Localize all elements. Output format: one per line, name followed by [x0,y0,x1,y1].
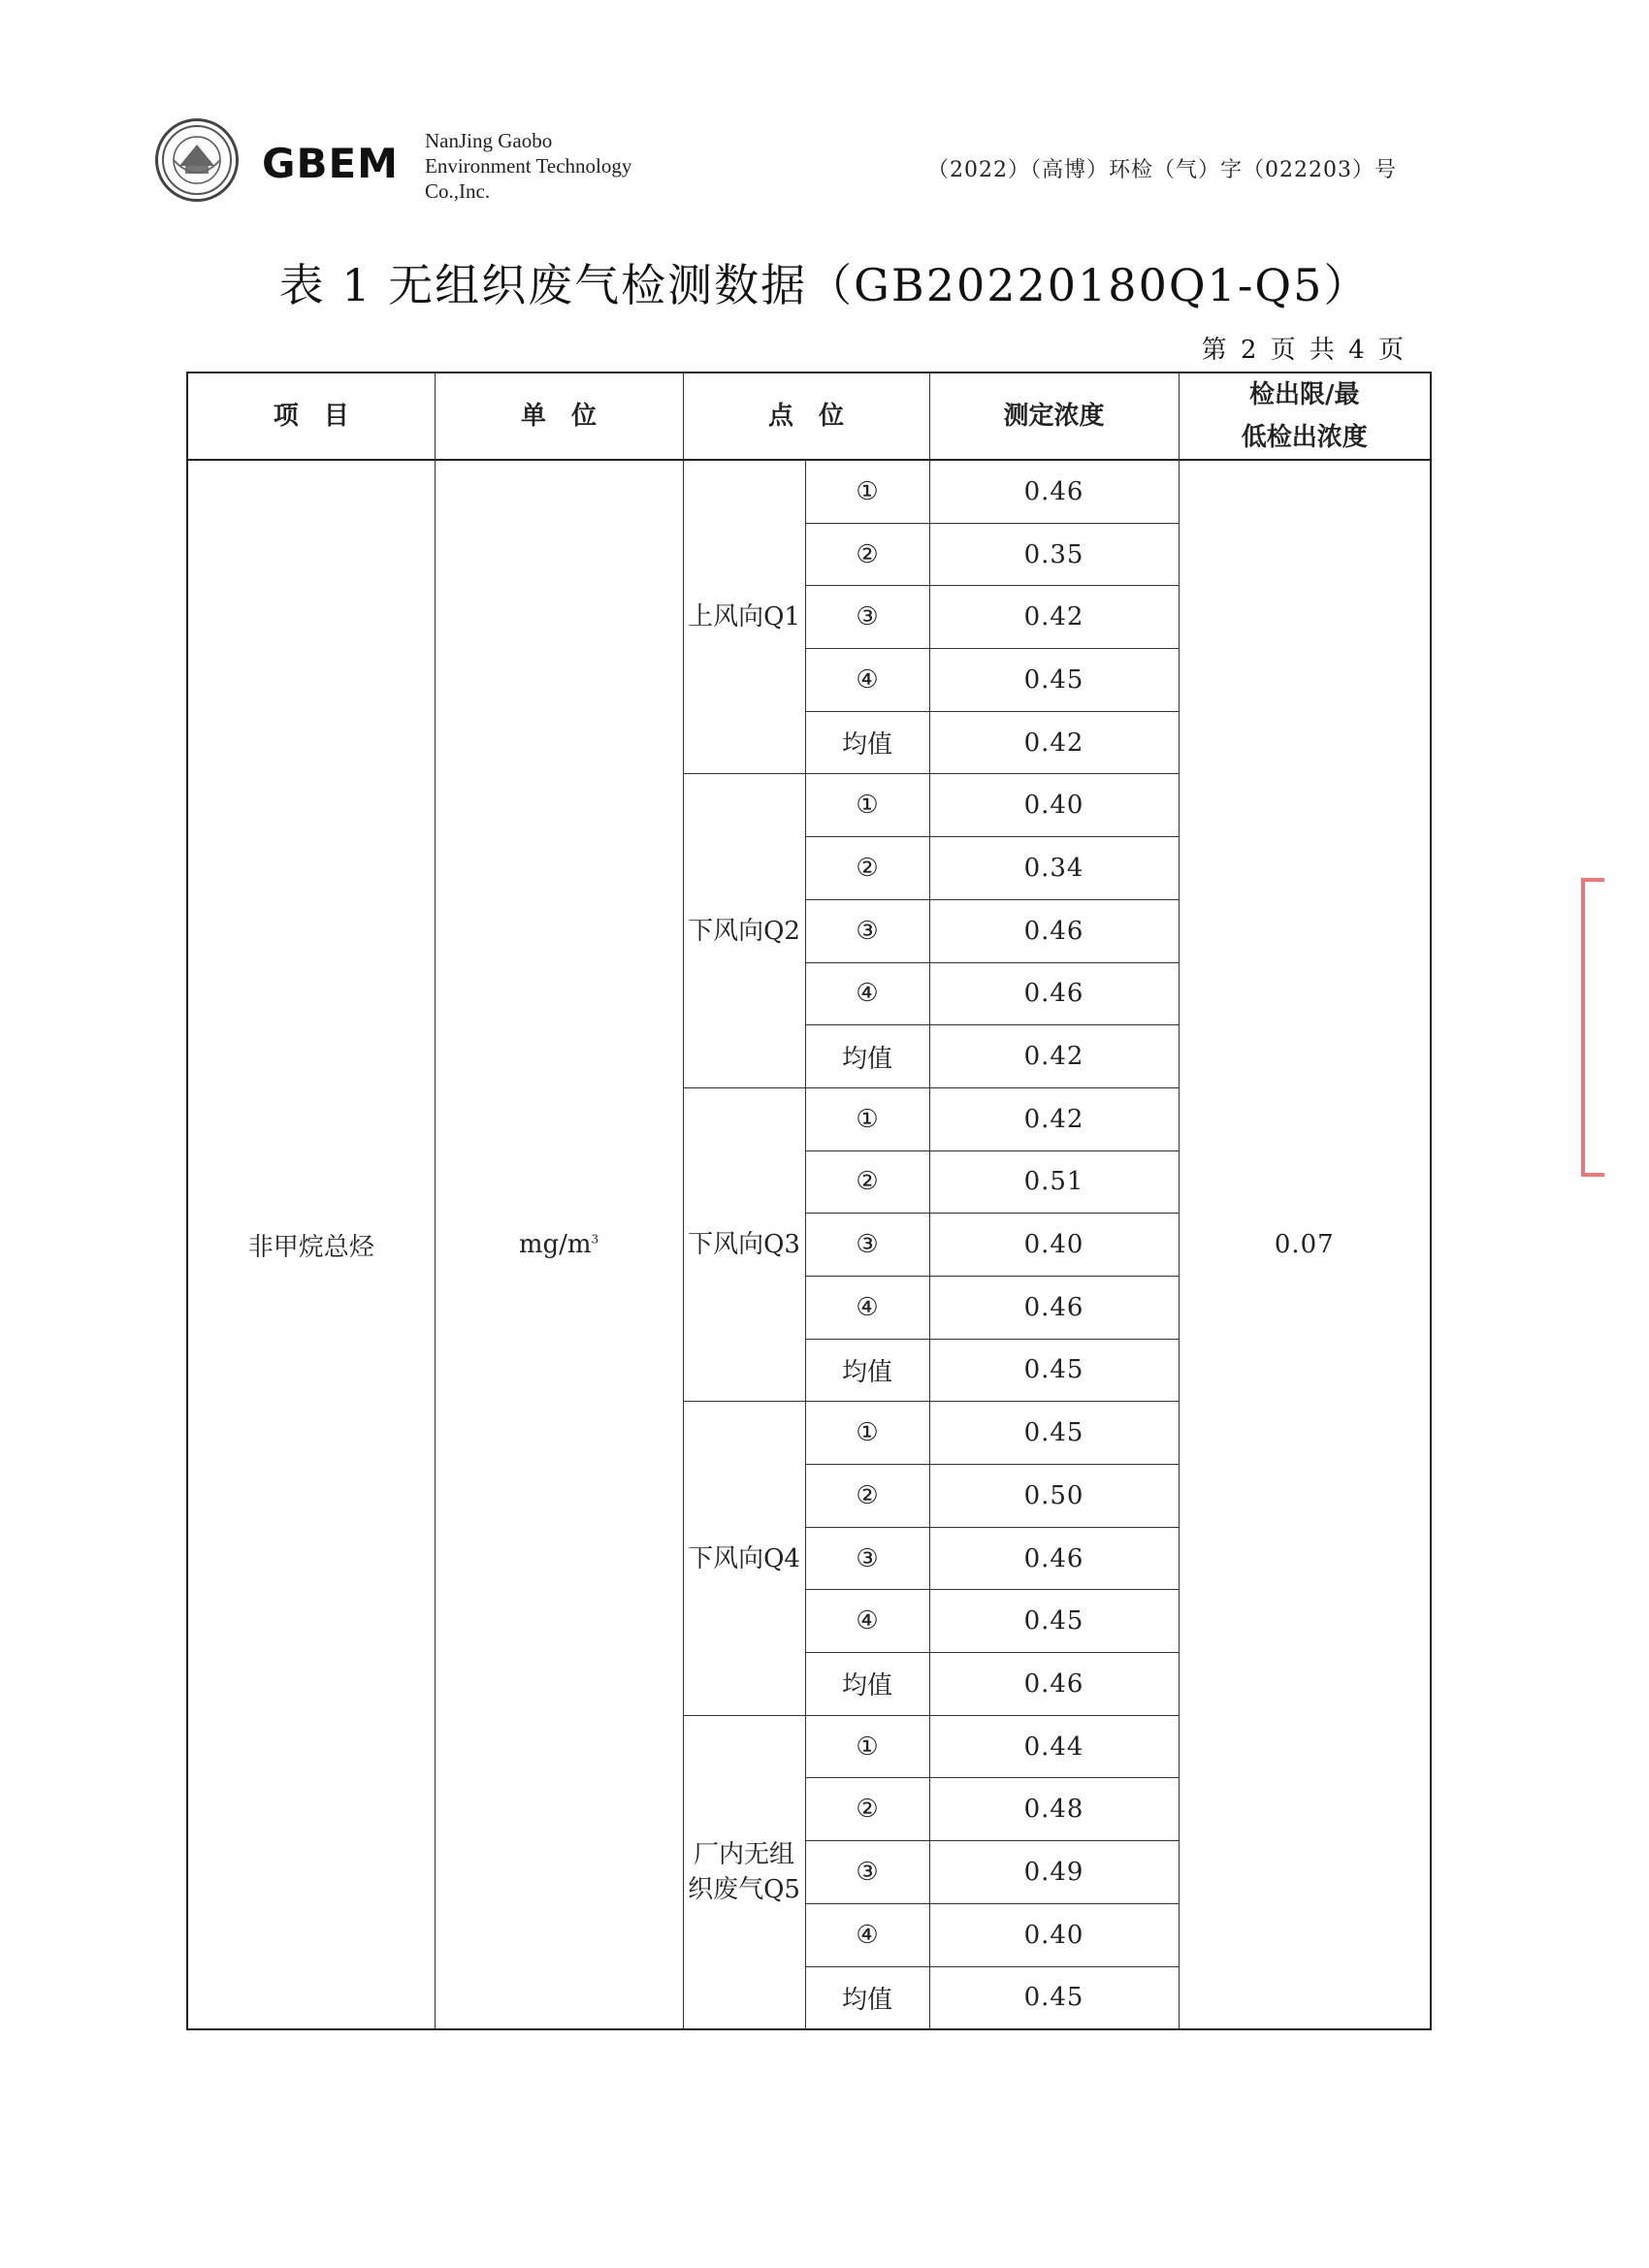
sampling-point-name: 下风向Q4 [688,1543,800,1573]
concentration-value: 0.45 [929,1339,1179,1402]
sample-label-cell [805,649,929,712]
sample-label: ③ [856,916,879,946]
concentration-value: 0.44 [929,1715,1179,1778]
concentration-value: 0.42 [929,1025,1179,1088]
inspection-stamp-fragment [1581,878,1604,1177]
concentration-value: 0.40 [929,1903,1179,1966]
concentration-value: 0.51 [929,1150,1179,1214]
sample-label-cell [805,1778,929,1841]
sample-label: ③ [856,1857,879,1887]
sample-label-cell [805,1653,929,1716]
sample-label: ① [856,791,879,821]
item-name-cell: 非甲烷总烃 [187,460,435,2029]
concentration-value: 0.34 [929,837,1179,900]
sample-label: ④ [856,1606,879,1636]
sample-label-cell [805,1841,929,1904]
concentration-value: 0.48 [929,1778,1179,1841]
report-header [155,114,1397,211]
sample-label-cell [805,1966,929,2029]
sample-label: ② [856,853,879,883]
table-header-row [187,373,1431,460]
header-limit-line: 检出限/最 [1249,380,1360,409]
company-seal-logo [155,118,239,202]
sample-label-cell [805,523,929,586]
concentration-value: 0.49 [929,1841,1179,1904]
sample-label: ① [856,1104,879,1134]
sampling-point-cell [683,1402,805,1715]
sample-label-cell [805,837,929,900]
concentration-value: 0.45 [929,1966,1179,2029]
sampling-point-cell [683,774,805,1087]
company-name [425,128,631,204]
sample-label-cell [805,899,929,962]
sample-label-cell [805,1150,929,1214]
sample-label-cell [805,1025,929,1088]
header-item: 项 目 [187,373,435,460]
sample-label-cell [805,711,929,774]
header-point: 点 位 [683,373,929,460]
sample-label-cell [805,1590,929,1653]
unit-exponent: 3 [591,1232,599,1247]
unit-base: mg/m [518,1230,592,1260]
concentration-value: 0.46 [929,1527,1179,1590]
sample-label: ④ [856,664,879,695]
sample-label: ② [856,1167,879,1197]
header-concentration: 测定浓度 [929,373,1179,460]
sampling-point-cell [683,460,805,774]
sample-label: ③ [856,602,879,632]
sample-label-cell [805,460,929,523]
sampling-point-name: 下风向Q2 [688,916,800,946]
header-limit [1179,373,1431,460]
document-title: 表 1 无组织废气检测数据（GB20220180Q1-Q5） [278,259,1371,311]
sample-label: 均值 [842,730,893,761]
brand-name: GBEM [262,140,399,187]
concentration-value: 0.46 [929,962,1179,1025]
concentration-value: 0.42 [929,711,1179,774]
header-unit: 单 位 [435,373,683,460]
sample-label-cell [805,1214,929,1277]
concentration-value: 0.40 [929,1214,1179,1277]
sample-label: ① [856,1418,879,1448]
sampling-point-name: 上风向Q1 [688,602,800,632]
sampling-point-cell [683,1715,805,2029]
sample-label: ③ [856,1230,879,1260]
sample-label-cell [805,1527,929,1590]
concentration-value: 0.46 [929,899,1179,962]
concentration-value: 0.45 [929,1402,1179,1465]
concentration-value: 0.42 [929,586,1179,649]
sample-label: ④ [856,1920,879,1950]
sample-label-cell [805,1715,929,1778]
concentration-value: 0.50 [929,1465,1179,1528]
sample-label-cell [805,1339,929,1402]
unit-cell [435,460,683,2029]
sample-label: 均值 [842,1357,893,1387]
sample-label-cell [805,1465,929,1528]
sample-label: ② [856,1480,879,1510]
sample-label-cell [805,586,929,649]
company-name-line: Environment Technology [425,154,632,178]
sample-label: 均值 [842,1044,893,1074]
sample-label: ② [856,1795,879,1825]
page-indicator: 第 2 页 共 4 页 [1201,336,1406,365]
detection-limit-cell: 0.07 [1179,460,1431,2029]
concentration-value: 0.42 [929,1087,1179,1150]
concentration-value: 0.45 [929,1590,1179,1653]
sample-label-cell [805,1903,929,1966]
concentration-value: 0.45 [929,649,1179,712]
sampling-point-name: 下风向Q3 [688,1230,800,1260]
sample-label: 均值 [842,1985,893,2015]
emission-data-table [186,372,1432,2030]
sample-label-cell [805,962,929,1025]
concentration-value: 0.35 [929,523,1179,586]
sample-label-cell [805,774,929,837]
sample-label: ② [856,539,879,569]
company-name-line: NanJing Gaobo [425,129,553,152]
report-number: （2022）（高博）环检（气）字（022203）号 [927,158,1397,182]
sample-label: ① [856,1732,879,1762]
sample-label: 均值 [842,1671,893,1701]
sampling-point-name: 厂内无组 [693,1839,794,1869]
sample-label-cell [805,1276,929,1339]
table-row [187,460,1431,523]
sample-label: ① [856,476,879,506]
sample-label: ③ [856,1543,879,1573]
sample-label: ④ [856,1292,879,1322]
concentration-value: 0.40 [929,774,1179,837]
sampling-point-name: 织废气Q5 [688,1874,800,1904]
concentration-value: 0.46 [929,1653,1179,1716]
sample-label-cell [805,1087,929,1150]
sample-label-cell [805,1402,929,1465]
sampling-point-cell [683,1087,805,1401]
concentration-value: 0.46 [929,460,1179,523]
header-limit-line: 低检出浓度 [1241,423,1368,452]
concentration-value: 0.46 [929,1276,1179,1339]
sample-label: ④ [856,979,879,1009]
company-name-line: Co.,Inc. [425,179,491,203]
